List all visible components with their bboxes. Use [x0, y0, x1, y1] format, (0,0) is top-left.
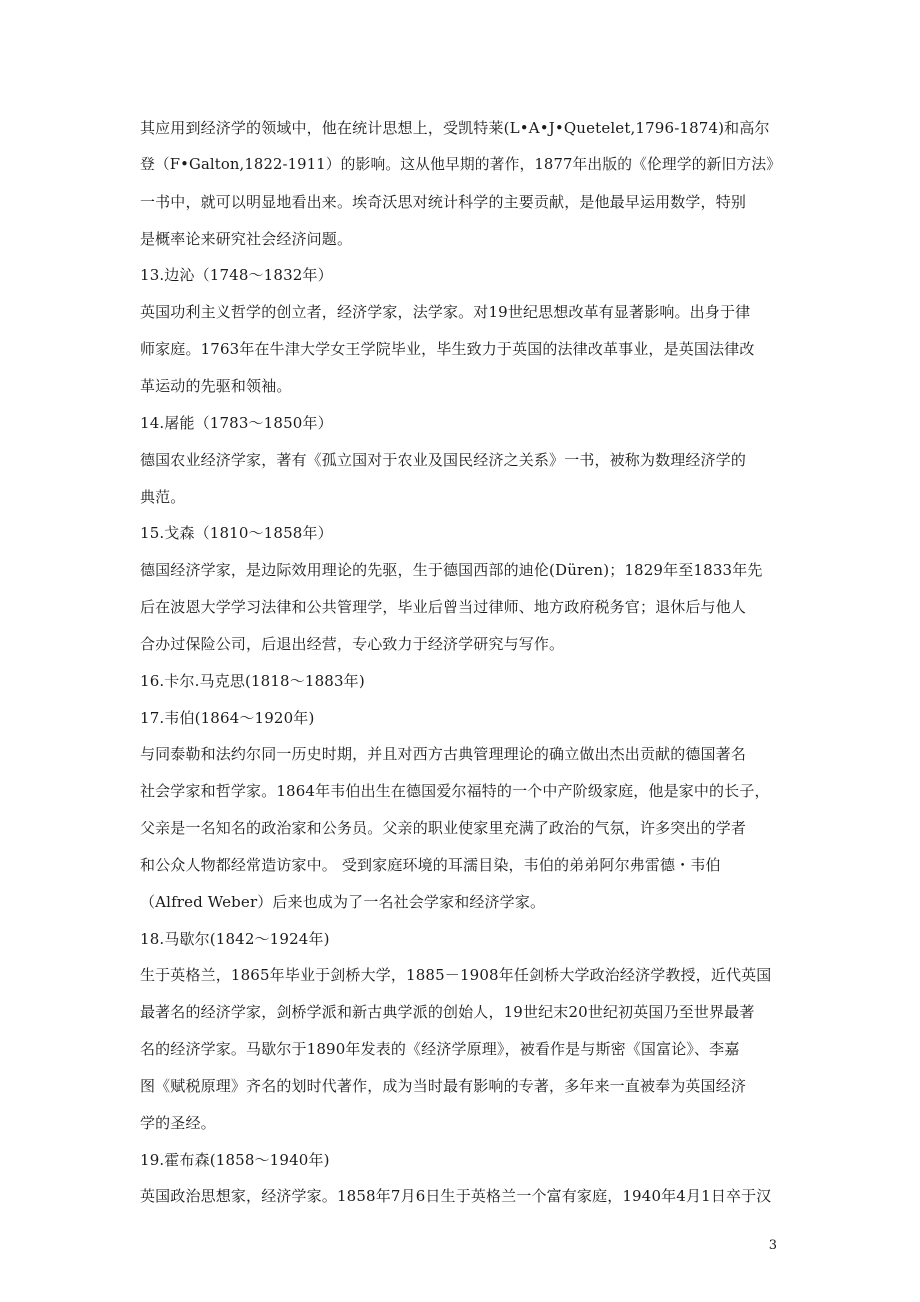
text-line: 生于英格兰，1865年毕业于剑桥大学，1885－1908年任剑桥大学政治经济学教授，近代英国 [140, 966, 772, 984]
page-number: 3 [768, 1238, 777, 1253]
text-line: 学的圣经。 [140, 1114, 216, 1132]
text-line: 合办过保险公司，后退出经营，专心致力于经济学研究与写作。 [140, 635, 565, 653]
text-line: 师家庭。1763年在牛津大学女王学院毕业，毕生致力于英国的法律改革事业，是英国法律改 [140, 340, 755, 358]
section-heading: 18.马歇尔(1842～1924年) [140, 930, 330, 948]
text-line: 其应用到经济学的领域中，他在统计思想上，受凯特莱(L•A•J•Quetelet,1796-1874)和高尔 [140, 119, 770, 137]
text-line: 与同泰勒和法约尔同一历史时期，并且对西方古典管理理论的确立做出杰出贡献的德国著名 [140, 745, 747, 763]
text-line: （Alfred Weber）后来也成为了一名社会学家和经济学家。 [140, 893, 546, 911]
section-heading: 16.卡尔.马克思(1818～1883年) [140, 672, 365, 690]
text-line: 后在波恩大学学习法律和公共管理学，毕业后曾当过律师、地方政府税务官；退休后与他人 [140, 598, 747, 616]
text-line: 一书中，就可以明显地看出来。埃奇沃思对统计科学的主要贡献，是他最早运用数学，特别 [140, 193, 747, 211]
section-heading: 15.戈森（1810～1858年） [140, 524, 333, 542]
text-line: 图《赋税原理》齐名的划时代著作，成为当时最有影响的专著，多年来一直被奉为英国经济 [140, 1077, 747, 1095]
text-line: 典范。 [140, 488, 186, 506]
text-line: 德国农业经济学家，著有《孤立国对于农业及国民经济之关系》一书，被称为数理经济学的 [140, 451, 747, 469]
text-line: 德国经济学家，是边际效用理论的先驱，生于德国西部的迪伦(Düren)；1829年至1833年先 [140, 561, 763, 579]
text-line: 和公众人物都经常造访家中。 受到家庭环境的耳濡目染，韦伯的弟弟阿尔弗雷德・韦伯 [140, 856, 721, 874]
text-line: 革运动的先驱和领袖。 [140, 377, 292, 395]
section-heading: 19.霍布森(1858～1940年) [140, 1151, 330, 1169]
text-line: 英国政治思想家，经济学家。1858年7月6日生于英格兰一个富有家庭，1940年4月1日卒于汉 [140, 1187, 772, 1205]
text-line: 登（F•Galton,1822-1911）的影响。这从他早期的著作，1877年出版的《伦理学的新旧方法》 [140, 156, 782, 173]
text-line: 是概率论来研究社会经济问题。 [140, 230, 353, 248]
section-heading: 14.屠能（1783～1850年） [140, 414, 333, 432]
text-line: 最著名的经济学家，剑桥学派和新古典学派的创始人，19世纪末20世纪初英国乃至世界最著 [140, 1003, 755, 1021]
text-line: 名的经济学家。马歇尔于1890年发表的《经济学原理》，被看作是与斯密《国富论》、李嘉 [140, 1040, 740, 1058]
text-line: 父亲是一名知名的政治家和公务员。父亲的职业使家里充满了政治的气氛，许多突出的学者 [140, 819, 747, 837]
text-line: 英国功利主义哲学的创立者，经济学家，法学家。对19世纪思想改革有显著影响。出身于律 [140, 303, 751, 321]
section-heading: 17.韦伯(1864～1920年) [140, 709, 315, 727]
text-line: 社会学家和哲学家。1864年韦伯出生在德国爱尔福特的一个中产阶级家庭，他是家中的长子， [140, 782, 770, 800]
section-heading: 13.边沁（1748～1832年） [140, 266, 333, 284]
